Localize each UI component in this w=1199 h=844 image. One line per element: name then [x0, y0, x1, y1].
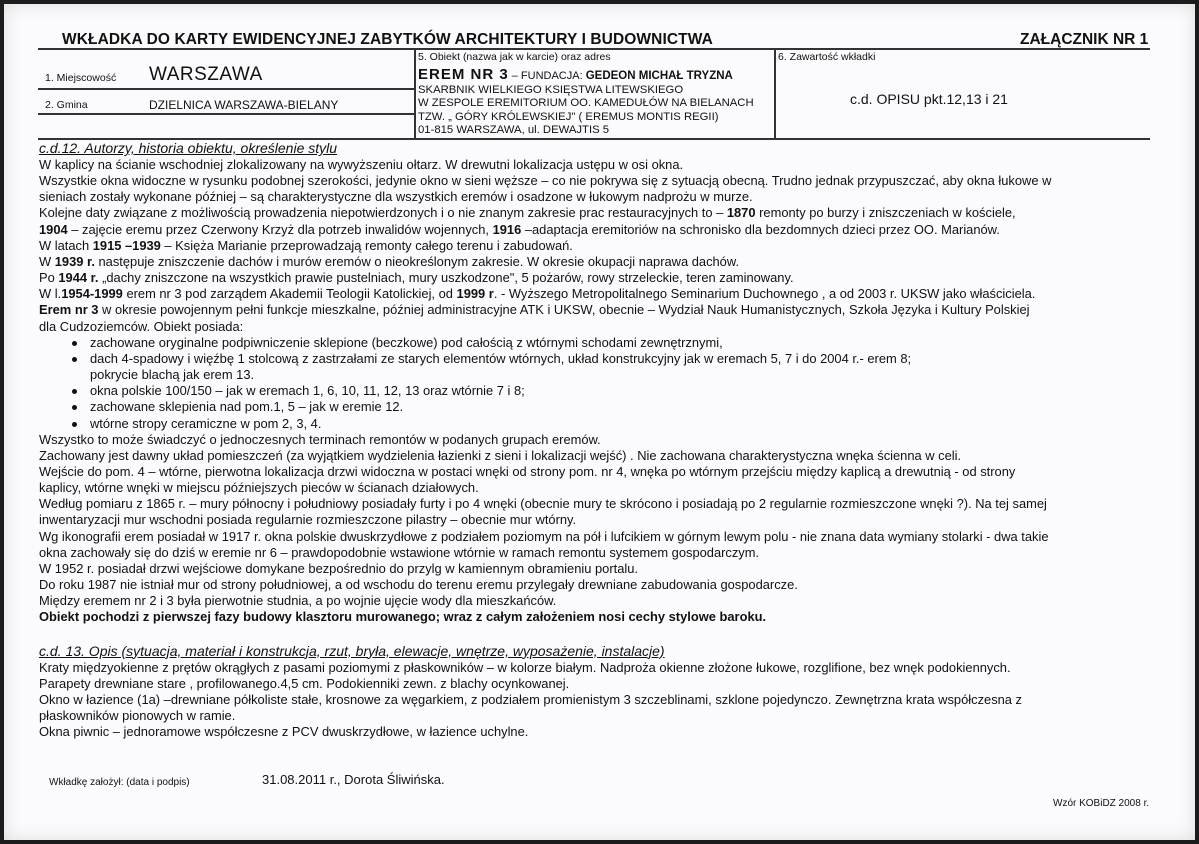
- paragraph-line: Obiekt pochodzi z pierwszej fazy budowy klasztoru murowanego; wraz z całym założeniem nosi cechy stylowe baroku.: [39, 609, 767, 625]
- paragraph-line: inwentaryzacji mur wschodni posiada regularnie rozmieszczone pilastry – obecnie mur wtórny.: [39, 512, 577, 528]
- paragraph-line: okna zachowały się do dziś w eremie nr 6 – prawdopodobnie wstawione wtórnie w ramach remontu systemem gospodarczym.: [39, 544, 760, 560]
- document-title: WKŁADKA DO KARTY EWIDENCYJNEJ ZABYTKÓW ARCHITEKTURY I BUDOWNICTWA: [62, 31, 713, 48]
- object-foundation-prefix: – FUNDACJA:: [508, 70, 586, 82]
- field-label-object: 5. Obiekt (nazwa jak w karcie) oraz adres: [418, 51, 611, 63]
- object-name: EREM NR 3: [418, 66, 509, 83]
- divider: [38, 88, 414, 90]
- paragraph-line: sieniach zostały wykonane później – są charakterystyczne dla wszystkich eremów i osadzone w łukowym nadprożu w murze.: [39, 189, 753, 205]
- paragraph-line: Do roku 1987 nie istniał mur od strony południowej, a od wschodu do terenu eremu przylegały drewniane zabudowania gospodarcze.: [39, 577, 798, 593]
- object-founder: GEDEON MICHAŁ TRYZNA: [585, 70, 733, 82]
- divider: [38, 113, 414, 115]
- section-13-paragraphs: [39, 660, 1189, 741]
- field-label-locality: 1. Miejscowość: [45, 72, 117, 84]
- section-12-heading: c.d.12. Autorzy, historia obiektu, określenie stylu: [39, 140, 338, 156]
- paragraph-line: Między eremem nr 2 i 3 była pierwotnie studnia, a po wojnie ujęcie wody dla mieszkańców.: [39, 593, 557, 609]
- section-13-heading: c.d. 13. Opis (sytuacja, materiał i konstrukcja, rzut, bryła, elewacje, wnętrze, wyposażenie, instalacje): [39, 642, 665, 659]
- object-address-block: [418, 84, 754, 137]
- author-signature: 31.08.2011 r., Dorota Śliwińska.: [262, 772, 445, 787]
- paragraph-line: Wg ikonografii erem posiadał w 1917 r. okna polskie dwuskrzydłowe z podziałem poziomym na pół i lufcikiem w górnym lewym polu - nie znana data wymiany stolarki - dwa takie: [39, 528, 1049, 544]
- paragraph-line: Parapety drewniane stare , profilowanego.4,5 cm. Podokienniki zewn. z blachy ocynkowanej.: [39, 675, 570, 691]
- paragraph-line: Wejście do pom. 4 – wtórne, pierwotna lokalizacja drzwi widoczna w postaci wnęki od strony pom. nr 4, wnęka po wtórnym przejściu między kaplicą a drewutnią - od strony: [39, 463, 1016, 479]
- section-12-bullet-list: [39, 335, 1189, 432]
- object-address-line: SKARBNIK WIELKIEGO KSIĘSTWA LITEWSKIEGO: [418, 84, 684, 96]
- paragraph-line: Erem nr 3 w okresie powojennym pełni funkcje mieszkalne, później administracyjne ATK i UKSW, obecnie – Wydział Nauk Humanistycznych, Szkoła Języka i Kultury Polskiej: [39, 302, 1030, 318]
- paragraph-line: Kraty międzyokienne z prętów okrągłych z pasami poziomymi z płaskowników – w kolorze białym. Nadproża okienne złożone łukowe, rozglifione, bez wnęk podokiennych.: [39, 659, 1011, 675]
- field-value-contents: c.d. OPISU pkt.12,13 i 21: [850, 91, 1008, 107]
- document-sheet: [4, 4, 1195, 840]
- paragraph-line: płaskowników pionowych w ramie.: [39, 708, 236, 723]
- bullet-item: zachowane oryginalne podpiwniczenie sklepione (beczkowe) pod całością z wtórnymi schodami zewnętrznymi,: [39, 335, 1189, 351]
- section-12-paragraphs: [39, 157, 1189, 335]
- section-12-paragraphs-continued: [39, 432, 1189, 626]
- paragraph-line: Kolejne daty związane z możliwością prowadzenia niepotwierdzonych i o nie znanym zakresie prac restauracyjnych to – 1870 remonty po burzy i zniszczeniach w kościele,: [39, 205, 1016, 221]
- paragraph-line: Wszystkie okna widoczne w rysunku podobnej szerokości, jedynie okno w sieni węższe – co nie pokrywa się z sytuacją obecną. Trudno jednak przypuszczać, aby okna łukowe w: [39, 173, 1052, 189]
- paragraph-line: kaplicy, wtórne wnęki w miejscu późniejszych pieców w ścianach działowych.: [39, 480, 479, 496]
- paragraph-line: Według pomiaru z 1865 r. – mury północny i południowy posiadały furty i po 4 wnęki (obecnie mury te skrócono i posiadają po 2 regularnie rozmieszczone wnęki ?). Na tej samej: [39, 496, 1047, 512]
- bullet-item: dach 4-spadowy i więźbę 1 stolcową z zastrzałami ze starych elementów wtórnych, układ konstrukcyjny jak w eremach 5, 7 i do 2004 r.- erem 8; pokrycie blachą jak erem 13.: [39, 351, 1189, 383]
- object-address-line: W ZESPOLE EREMITORIUM OO. KAMEDUŁÓW NA BIELANACH: [418, 97, 754, 110]
- object-name-line: [418, 66, 733, 84]
- paragraph-line: 1904 – zajęcie eremu przez Czerwony Krzyż dla potrzeb inwalidów wojennych, 1916 –adaptacja eremitoriów na schronisko dla bezdomnych dzieci przez OO. Marianów.: [39, 221, 1000, 237]
- paragraph-line: Po 1944 r. „dachy zniszczone na wszystkich prawie pustelniach, mury uszkodzone", 5 pożarów, rowy strzeleckie, teren zaminowany.: [39, 270, 794, 286]
- bullet-item: wtórne stropy ceramiczne w pom 2, 3, 4.: [39, 416, 1189, 432]
- template-version: Wzór KOBiDZ 2008 r.: [1053, 798, 1150, 809]
- paragraph-line: W kaplicy na ścianie wschodniej zlokalizowany na wywyższeniu ołtarz. W drewutni lokalizacja ustępu w osi okna.: [39, 157, 684, 172]
- paragraph-line: W 1952 r. posiadał drzwi wejściowe domykane bezpośrednio do przylg w kamiennym obramieniu portalu.: [39, 560, 638, 576]
- paragraph-line: Zachowany jest dawny układ pomieszczeń (za wyjątkiem wydzielenia łazienki z sieni i lokalizacji wejść) . Nie zachowana charakterystyczna wnęka ścienna w celi.: [39, 447, 962, 463]
- field-value-commune: DZIELNICA WARSZAWA-BIELANY: [149, 98, 339, 112]
- document-body: [39, 140, 1189, 740]
- paragraph-line: dla Cudzoziemców. Obiekt posiada:: [39, 318, 244, 334]
- divider: [38, 48, 1150, 50]
- paragraph-line: W l.1954-1999 erem nr 3 pod zarządem Akademii Teologii Katolickiej, od 1999 r. - Wyższego Metropolitalnego Seminarium Duchownego , a od 2003 r. UKSW jako właściciela.: [39, 286, 1036, 302]
- field-label-commune: 2. Gmina: [45, 99, 88, 111]
- annex-number: ZAŁĄCZNIK NR 1: [1020, 31, 1149, 48]
- object-address-line: 01-815 WARSZAWA, ul. DEWAJTIS 5: [418, 123, 610, 136]
- paragraph-line: Okna piwnic – jednoramowe współczesne z PCV dwuskrzydłowe, w łazience uchylne.: [39, 724, 529, 740]
- paragraph-line: Wszystko to może świadczyć o jednoczesnych terminach remontów w podanych grupach eremów.: [39, 431, 601, 447]
- paragraph-line: W 1939 r. następuje zniszczenie dachów i murów eremów o nieokreślonym zakresie. W okresie okupacji naprawa dachów.: [39, 253, 740, 269]
- field-value-locality: WARSZAWA: [149, 64, 263, 85]
- paragraph-line: Okno w łazience (1a) –drewniane półkoliste stałe, krosnowe za węgarkiem, z podziałem promienistym 3 szczeblinami, szklone pojedynczo. Zewnętrzna krata współczesna z: [39, 691, 1022, 707]
- object-address-line: TZW. „ GÓRY KRÓLEWSKIEJ" ( EREMUS MONTIS REGII): [418, 110, 719, 123]
- field-label-contents: 6. Zawartość wkładki: [778, 51, 876, 63]
- bullet-item: zachowane sklepienia nad pom.1, 5 – jak w eremie 12.: [39, 399, 1189, 415]
- author-label: Wkładkę założył: (data i podpis): [49, 777, 190, 788]
- bullet-item: okna polskie 100/150 – jak w eremach 1, 6, 10, 11, 12, 13 oraz wtórnie 7 i 8;: [39, 383, 1189, 399]
- paragraph-line: W latach 1915 –1939 – Księża Marianie przeprowadzają remonty całego terenu i zabudowań.: [39, 237, 573, 253]
- divider: [414, 48, 416, 138]
- divider: [774, 48, 776, 138]
